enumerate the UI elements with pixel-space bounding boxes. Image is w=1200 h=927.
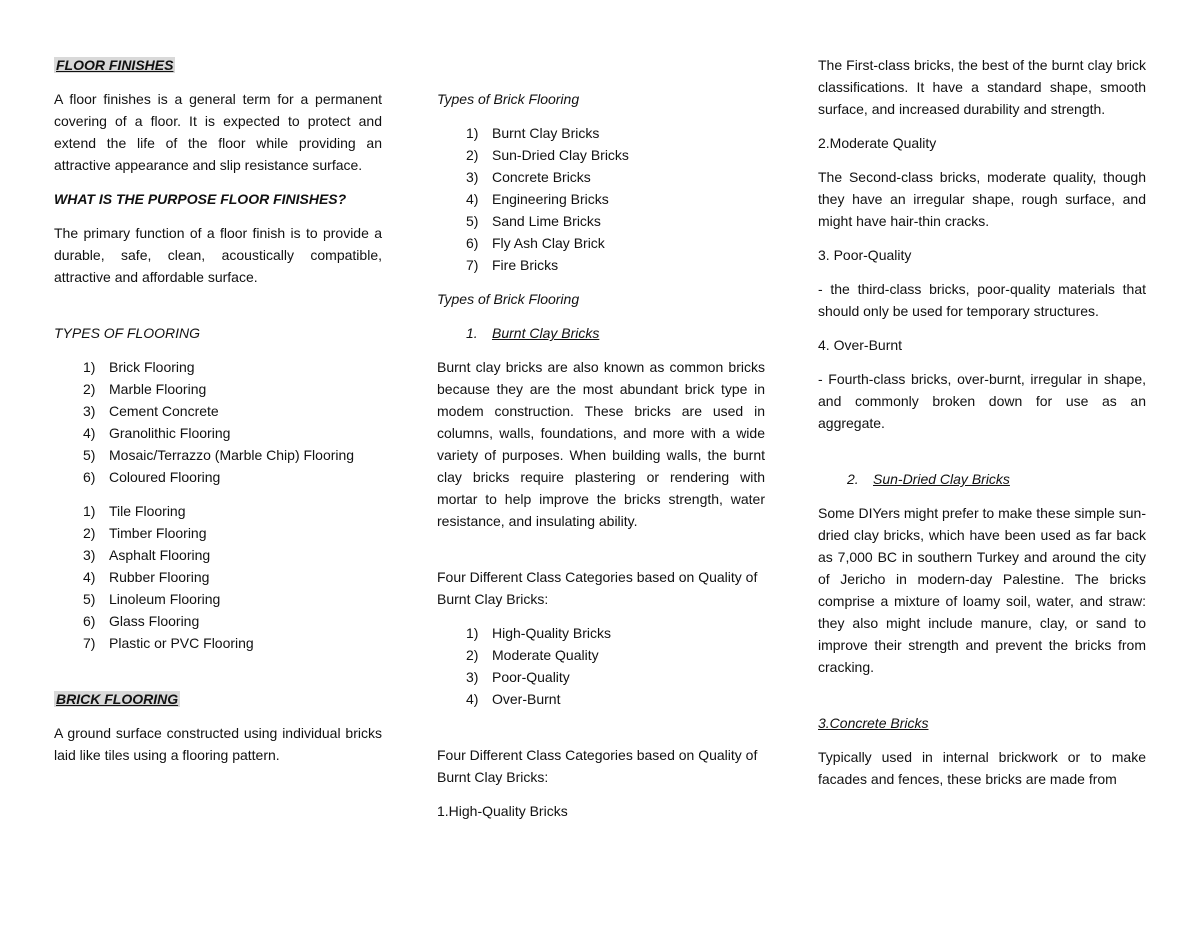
- class-categories-list: [437, 622, 765, 710]
- list-item: 6) Fly Ash Clay Brick: [466, 235, 605, 251]
- spacer: [437, 722, 765, 744]
- spacer: [818, 446, 1146, 468]
- list-item: 4) Over-Burnt: [466, 691, 561, 707]
- list-item: 7) Plastic or PVC Flooring: [83, 635, 254, 651]
- poor-quality-label: 3. Poor-Quality: [818, 247, 912, 263]
- list-item: 6) Glass Flooring: [83, 613, 200, 629]
- list-item: 2) Marble Flooring: [83, 381, 207, 397]
- list-item: 6) Coloured Flooring: [83, 469, 221, 485]
- high-quality-label: 1.High-Quality Bricks: [437, 803, 568, 819]
- class-categories-heading: Four Different Class Categories based on Quality of Burnt Clay Bricks:: [437, 569, 758, 607]
- sun-dried-text: Some DIYers might prefer to make these simple sun-dried clay bricks, which have been used as far back as 7,000 BC in southern Turkey and around the city of Jericho in modern-day Palestine. The bricks comprise a mixture of loamy soil, water, and straw: they also might include manure, clay, or sand to improve their strength and prevent the bricks from cracking.: [818, 505, 1146, 675]
- brick-flooring-heading-text: BRICK FLOORING: [56, 691, 179, 707]
- burnt-clay-text: Burnt clay bricks are also known as common bricks because they are the most abundant brick type in modem construction. These bricks are used in columns, walls, foundations, and more with a wide variety of purposes. When building walls, the burnt clay bricks require plastering or rendering with mortar to help improve the bricks strength, water resistance, and insulating ability.: [437, 359, 765, 529]
- sun-dried-subheading: [818, 468, 1146, 490]
- list-item: 3) Poor-Quality: [466, 669, 570, 685]
- types-brick-flooring-heading: Types of Brick Flooring: [437, 91, 580, 107]
- types-of-flooring-heading: TYPES OF FLOORING: [54, 325, 200, 341]
- list-item: 4) Engineering Bricks: [466, 191, 609, 207]
- list-item: 5) Sand Lime Bricks: [466, 213, 601, 229]
- types-of-flooring-list-b: [54, 500, 382, 654]
- spacer: [54, 666, 382, 688]
- column-middle: [437, 88, 765, 834]
- list-item: 3) Concrete Bricks: [466, 169, 591, 185]
- over-burnt-label: 4. Over-Burnt: [818, 337, 903, 353]
- list-item: 1) Tile Flooring: [83, 503, 186, 519]
- list-item: 4) Granolithic Flooring: [83, 425, 231, 441]
- first-class-text: The First-class bricks, the best of the burnt clay brick classifications. It have a standard shape, smooth surface, and increased durability and strength.: [818, 57, 1146, 117]
- list-item: 2) Sun-Dried Clay Bricks: [466, 147, 629, 163]
- spacer: [818, 690, 1146, 712]
- types-of-flooring-list-a: [54, 356, 382, 488]
- sun-dried-title: Sun-Dried Clay Bricks: [873, 471, 1010, 487]
- moderate-quality-text: The Second-class bricks, moderate quality, though they have an irregular shape, rough surface, and might have hair-thin cracks.: [818, 169, 1146, 229]
- list-item: 4) Rubber Flooring: [83, 569, 210, 585]
- floor-finishes-heading: [54, 54, 382, 76]
- spacer: [54, 300, 382, 322]
- list-item: 1) High-Quality Bricks: [466, 625, 612, 641]
- purpose-heading: WHAT IS THE PURPOSE FLOOR FINISHES?: [54, 191, 347, 207]
- burnt-clay-subheading: [437, 322, 765, 344]
- brick-flooring-heading: [54, 688, 382, 710]
- list-item: 3) Asphalt Flooring: [83, 547, 211, 563]
- brick-flooring-definition: A ground surface constructed using individual bricks laid like tiles using a flooring pattern.: [54, 725, 382, 763]
- over-burnt-text: - Fourth-class bricks, over-burnt, irregular in shape, and commonly broken down for use as an aggregate.: [818, 371, 1146, 431]
- list-item: 2) Moderate Quality: [466, 647, 599, 663]
- poor-quality-text: - the third-class bricks, poor-quality materials that should only be used for temporary structures.: [818, 281, 1146, 319]
- concrete-bricks-title: 3.Concrete Bricks: [818, 715, 929, 731]
- column-right: [818, 54, 1146, 802]
- list-item: 1) Brick Flooring: [83, 359, 195, 375]
- spacer: [437, 544, 765, 566]
- list-item: 5) Mosaic/Terrazzo (Marble Chip) Flooring: [83, 447, 355, 463]
- list-item: 5) Linoleum Flooring: [83, 591, 221, 607]
- list-item: 2. Sun-Dried Clay Bricks: [847, 471, 1010, 487]
- concrete-bricks-text: Typically used in internal brickwork or to make facades and fences, these bricks are made from: [818, 749, 1146, 787]
- types-brick-flooring-heading-2: Types of Brick Flooring: [437, 291, 580, 307]
- list-item: 1. Burnt Clay Bricks: [466, 325, 600, 341]
- floor-finishes-heading-text: FLOOR FINISHES: [56, 57, 174, 73]
- list-item: 3) Cement Concrete: [83, 403, 219, 419]
- moderate-quality-label: 2.Moderate Quality: [818, 135, 937, 151]
- list-item: 1) Burnt Clay Bricks: [466, 125, 600, 141]
- floor-finishes-definition: A floor finishes is a general term for a permanent covering of a floor. It is expected to protect and extend the life of the floor while providing an attractive appearance and slip resistance surface.: [54, 91, 382, 173]
- purpose-text: The primary function of a floor finish is to provide a durable, safe, clean, acoustically compatible, attractive and affordable surface.: [54, 225, 382, 285]
- column-left: [54, 54, 382, 778]
- types-brick-flooring-list: [437, 122, 765, 276]
- class-categories-heading-2: Four Different Class Categories based on Quality of Burnt Clay Bricks:: [437, 747, 758, 785]
- burnt-clay-title: Burnt Clay Bricks: [492, 325, 600, 341]
- list-item: 7) Fire Bricks: [466, 257, 559, 273]
- list-item: 2) Timber Flooring: [83, 525, 207, 541]
